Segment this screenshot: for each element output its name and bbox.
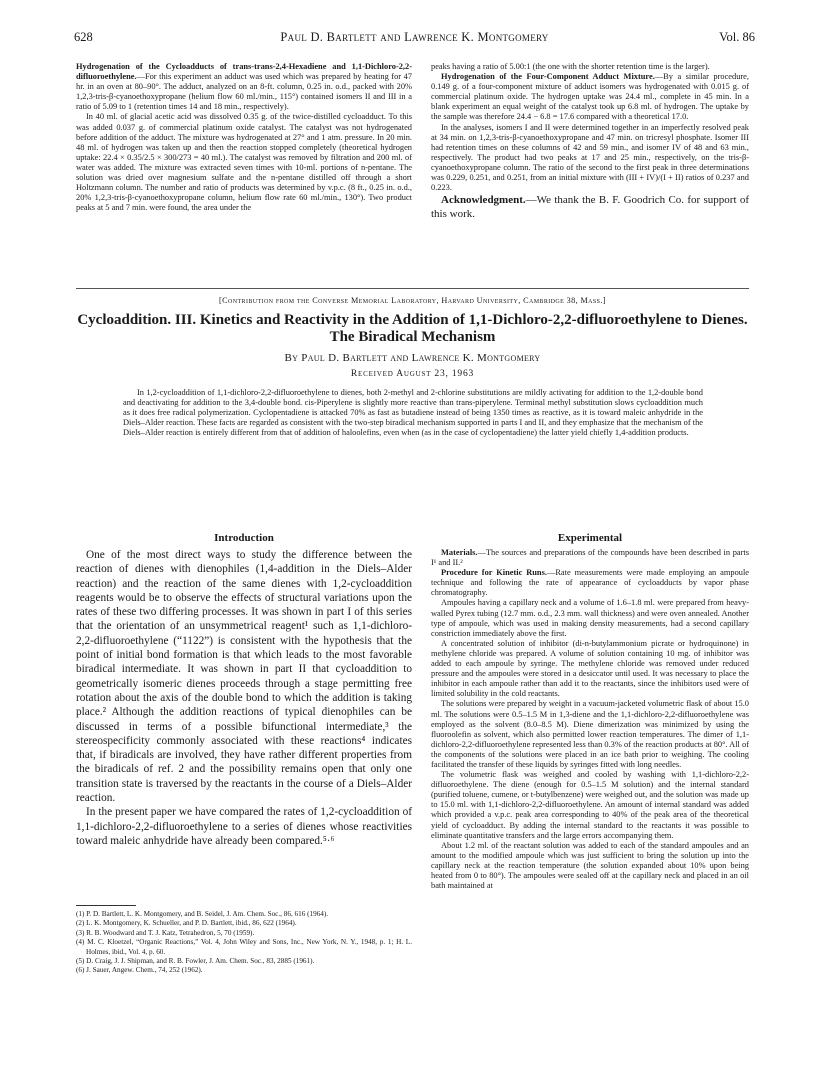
paragraph: About 1.2 ml. of the reactant solution was added to each of the standard ampoules and an amount to the modified ampoule which was just sufficient to bring the solution up into the capillary neck at the reaction temperature (the solution expanded about 10% upon being heated from 0 to 80°). The ampoules were sealed off at the capillary neck and placed in an oil bath maintained at [431, 840, 749, 891]
volume-label: Vol. 86 [719, 30, 755, 44]
reference: (5) D. Craig, J. J. Shipman, and R. B. Fowler, J. Am. Chem. Soc., 83, 2885 (1961). [76, 957, 315, 966]
paragraph: One of the most direct ways to study the difference between the reaction of dienes with dienophiles (1,4-addition in the Diels–Alder reaction) and the reaction of the same dienes with 1,2-cycloaddition reagents would be to observe the effects of structural variations upon the rates of these two differing processes. It was shown in part I of this series that the orientation of an unsymmetrical reagent¹ such as 1,1-dichloro-2,2-difluoroethylene (“1122”) is consistent with the hypothesis that the point of initial bond formation is that which leads to the most favorable biradical intermediate. It was shown in part II that cycloaddition to geometrically isomeric dienes proceeds through a stage permitting free rotation about the axis of the double bond to which the addition is taking place.² Although the addition reactions of typical dienophiles can be discussed in terms of a possible bifunctional intermediate,³ the stereospecificity commonly associated with these reactions⁴ indicates that, if biradicals are involved, they have rather different properties from the biradicals of ref. 2 and the possibility remains open that only one transition state is traversed by the reactants in the course of a Diels–Alder reaction. [76, 549, 412, 805]
author-line: By Paul D. Bartlett and Lawrence K. Montgomery [284, 352, 541, 364]
experimental-section [431, 532, 749, 891]
paragraph: peaks having a ratio of 5.00:1 (the one with the shorter retention time is the larger). [431, 62, 710, 71]
page-number: 628 [74, 30, 93, 44]
contribution-line: [Contribution from the Converse Memorial Laboratory, Harvard University, Cambridge 38, Mass.] [219, 296, 606, 305]
paragraph-text: —By a similar procedure, 0.149 g. of a four-component mixture of adduct isomers was hydrogenated with 0.015 g. of commercial platinum oxide. The hydrogen uptake was 24.4 ml., complete in 45 min. In a blank experiment an equal weight of the catalyst took up 6.8 ml. of hydrogen. The uptake by the sample was therefore 24.4 − 6.8 = 17.6 compared with a theoretical 17.0. [431, 72, 749, 122]
paragraph-text: —Rate measurements were made employing an ampoule technique and following the rate of appearance of cycloadducts by vapor phase chromatography. [431, 568, 749, 598]
footnote-separator [76, 905, 136, 906]
paragraph-text: —The sources and preparations of the compounds have been described in parts I¹ and II.² [431, 548, 749, 568]
paragraph-heading: Hydrogenation of the Four-Component Adduct Mixture. [441, 72, 655, 82]
reference: (4) M. C. Kloetzel, “Organic Reactions,” Vol. 4, John Wiley and Sons, Inc., New York, N. Y., 1948, p. 1; H. L. Holmes, ibid., Vol. 4, p. 60. [76, 938, 412, 956]
reference: (1) P. D. Bartlett, L. K. Montgomery, and B. Seidel, J. Am. Chem. Soc., 86, 616 (1964). [76, 910, 329, 918]
paragraph-text: —For this experiment an adduct was used which was prepared by heating for 47 hr. in an oven at 80–90°. The adduct, analyzed on an 8-ft. column, 0.25 in. o.d., packed with 20% 1,2,3-tris-β-cyanoethoxypropane (helium flow 60 ml./min., 115°) contained isomers II and III in a ratio of 5.09 to 1 (retention times 14 and 18 min., respectively). [76, 72, 412, 112]
paragraph-heading: Procedure for Kinetic Runs. [441, 568, 547, 578]
section-heading: Introduction [214, 532, 274, 544]
paragraph: The volumetric flask was weighed and cooled by washing with 1,1-dichloro-2,2-difluoroethylene. The diene (enough for 0.5–1.5 M solution) and the internal standard (purified toluene, cumene, or t-butylbenzene) were weighed out, and the solution was made up to 15.0 ml. with 1,1-dichloro-2,2-difluoroethylene. An amount of internal standard was added which provided a v.p.c. peak area corresponding to 40% of the peak area of the theoretical yield of cycloadduct. By adding the internal standard to the reactants it was possible to eliminate quantitative transfers and the large errors accompanying them. [431, 770, 749, 840]
reference: (2) L. K. Montgomery, K. Schueller, and P. D. Bartlett, ibid., 86, 622 (1964). [76, 919, 297, 928]
acknowledgment [431, 193, 749, 221]
running-title: Paul D. Bartlett and Lawrence K. Montgomery [280, 30, 549, 44]
paragraph: A concentrated solution of inhibitor (di-n-butylammonium picrate or hydroquinone) in methylene chloride was prepared. A volume of solution containing 10 mg. of inhibitor was added to each ampoule by syringe. The methylene chloride was removed under reduced pressure and the ampoules were stored in a desiccator until used. It was necessary to place the inhibitor in each ampoule rather than add it to the reactants, since the inhibitors used were of limited solubility in the cold reactants. [431, 638, 749, 699]
section-heading: Experimental [557, 532, 623, 544]
acknowledgment-heading: Acknowledgment. [441, 194, 526, 207]
paragraph: Ampoules having a capillary neck and a volume of 1.6–1.8 ml. were prepared from heavy-walled Pyrex tubing (12.7 mm. o.d., 2.3 mm. wall thickness) and were oven annealed. Another type of ampoule, which was used in making density measurements, had a second capillary constriction immediately above the first. [431, 598, 749, 638]
paragraph: In the present paper we have compared the rates of 1,2-cycloaddition of 1,1-dichloro-2,2-difluoroethylene to a series of dienes whose reactivities toward maleic anhydride have already been compared.⁵·⁶ [76, 806, 412, 847]
reference: (3) R. B. Woodward and T. J. Katz, Tetrahedron, 5, 70 (1959). [76, 928, 255, 937]
reference: (6) J. Sauer, Angew. Chem., 74, 252 (1962). [76, 966, 203, 975]
paragraph: The solutions were prepared by weight in a vacuum-jacketed volumetric flask of about 15.0 ml. The solutions were 0.5–1.5 M in 1,3-diene and the 1,1-dichloro-2,2-difluoroethylene was employed as the solvent (8.0–8.5 M). Diene dimerization was minimized by using the fluoroolefin as solvent, which also permitted lower reaction temperatures. The dimer of 1,1-dichloro-2,2-difluoroethylene represented less than 0.3% of the reaction products at 80°. All of the components of the solutions were placed in an ice bath prior to weighing. The cooling facilitated the transfer of these liquids by syringes fitted with long needles. [431, 699, 749, 769]
paragraph [431, 548, 749, 568]
paragraph [76, 62, 412, 112]
paragraph: In 40 ml. of glacial acetic acid was dissolved 0.35 g. of the twice-distilled cycloadduct. To this was added 0.037 g. of commercial platinum oxide catalyst. The catalyst was not hydrogenated before addition of the adduct. The mixture was hydrogenated at 27° and 1 atm. pressure. In 20 min. 48 ml. of hydrogen was taken up and then the reaction stopped completely (theoretical hydrogen uptake: 22.4 × 0.35/2.5 × 300/273 = 40 ml.). The catalyst was removed by filtration and 200 ml. of water was added. The mixture was extracted seven times with 10-ml. portions of n-pentane. The solution was dried over magnesium sulfate and the n-pentane distilled off through a short Holtzmann column. The number and ratio of products was determined by v.p.c. (8 ft., 0.25 in. o.d., 20% 1,2,3-tris-β-cyanoethoxypropane column, helium flow rate 60 ml./min., 130°). Two product peaks at 5 and 7 min. were found, the area under the [76, 112, 412, 213]
footnotes [76, 905, 412, 976]
acknowledgment-text: —We thank the B. F. Goodrich Co. for support of this work. [431, 194, 749, 221]
prev-article-right-column [431, 62, 749, 221]
article-title: Cycloaddition. III. Kinetics and Reactivity in the Addition of 1,1-Dichloro-2,2-difluoroethylene to Dienes. The Biradical Mechanism [77, 312, 748, 345]
prev-article-left-column [76, 62, 412, 213]
introduction-section [76, 532, 412, 848]
paragraph-heading: Materials. [441, 548, 478, 557]
paragraph: In the analyses, isomers I and II were determined together in an imperfectly resolved peak at 34 min. on 1,2,3-tris-β-cyanoethoxypropane and 47 min. on tricresyl phosphate. Isomer III had retention times on these columns of 42 and 59 min., and isomer IV of 48 and 63 min., respectively. The product had two peaks at 17 and 25 min., respectively, on the tris-β-cyanoethoxypropane column. The ratio of the second to the first peak in three determinations was 0.229, 0.251, and 0.251, from an initial mixture with (III + IV)/(I + II) ratios of 0.237 and 0.223. [431, 122, 749, 193]
paragraph [431, 72, 749, 122]
divider [76, 288, 749, 289]
page-header [74, 30, 755, 46]
paragraph-heading: Hydrogenation of the Cycloadducts of trans-trans-2,4-Hexadiene and 1,1-Dichloro-2,2-difluoroethylene. [76, 62, 412, 82]
abstract: In 1,2-cycloaddition of 1,1-dichloro-2,2-difluoroethylene to dienes, both 2-methyl and 2-chlorine substitutions are mildly activating for addition to the 1,2-double bond and deactivating for addition to the 3,4-double bond. cis-Piperylene is slightly more reactive than trans-piperylene. Terminal methyl substitution slows cycloaddition much as it does free radical polymerization. Cyclopentadiene is attacked 70% as fast as butadiene instead of being 1350 times as reactive, as it is toward maleic anhydride in the Diels–Alder reaction. These facts are regarded as consistent with the two-step biradical mechanism supported in parts I and II, and they emphasize that the mechanism of the Diels–Alder reaction is entirely different from that of addition of haloolefins, even when (as in the case of cyclopentadiene) the latter yield chiefly 1,4-addition products. [123, 388, 703, 438]
paragraph [431, 568, 749, 598]
received-date: Received August 23, 1963 [350, 369, 475, 379]
